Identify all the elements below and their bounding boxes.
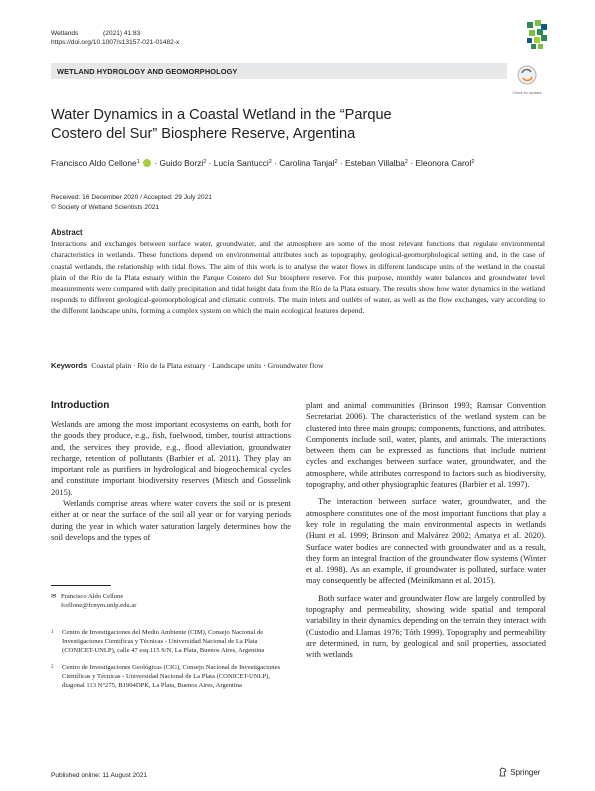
check-updates-badge[interactable] [512,64,542,94]
intro-paragraph: Both surface water and groundwater flow are largely controlled by topography and permeability, showing wide spatial and temporal variability in their dynamics depending on the terrain they interact with (Custodio and Llamas 1976; Tóth 1999). Topography and permeability are determined, in turn, by geological and soil properties, associated with wetlands [306,593,546,660]
author[interactable]: Esteban Villalba$^2$ [345,158,408,168]
section-banner [51,63,507,79]
abstract [51,227,545,317]
author[interactable]: Francisco Aldo Cellone$^1$ [51,158,140,168]
corresponding-author: Francisco Aldo Cellone [61,593,124,600]
author[interactable]: Lucía Santucci$^2$ [213,158,272,168]
publisher-logo [498,767,540,777]
author[interactable]: Carolina Tanjal$^2$ [279,158,338,168]
affiliation: 1 Centro de Investigaciones del Medio Ambiente (CIM), Consejo Nacional de Investigaciones Científicas y Técnicas - Universidad Nacional de La Plata (CONICET-UNLP), calle 47 esq.115 S/N, La Plata, Buenos Aires, Argentina [51,629,265,655]
article-dates [51,193,212,212]
corresponding-email[interactable]: fcellone@fcnym.unlp.edu.ar [61,602,137,610]
copyright: © Society of Wetland Scientists 2021 [51,203,160,211]
affiliations [51,628,291,697]
section-label: WETLAND HYDROLOGY AND GEOMORPHOLOGY [57,66,238,76]
envelope-icon: ✉ [51,593,57,600]
author[interactable]: Eleonora Carol$^2$ [415,158,475,168]
journal-logo-icon [525,20,549,50]
springer-horse-icon [498,767,508,777]
orcid-icon[interactable] [143,159,151,167]
keywords-label: Keywords [51,361,88,370]
keywords [51,361,545,370]
check-updates-icon [512,64,542,86]
footnote-rule [51,585,111,586]
published-online: Published online: 11 August 2021 [51,772,148,779]
check-updates-label: Check for updates [512,91,542,95]
keywords-text: Coastal plain · Río de la Plata estuary · Landscape units · Groundwater flow [91,361,324,370]
publisher-name: Springer [510,768,541,777]
author-list: Francisco Aldo Cellone$^1$ · Guido Borzi$^2$ · Lucía Santucci$^2$ · Carolina Tanjal$^2$ · Esteban Villalba$^2$ · Eleonora Carol$^2$ [51,158,475,168]
article-title: Water Dynamics in a Coastal Wetland in the “Parque Costero del Sur” Biosphere Reserve, Argentina [51,107,392,142]
citation: (2021) 41:83 [103,30,141,37]
correspondence [51,592,291,610]
received-accepted: Received: 16 December 2020 / Accepted: 29 July 2021 [51,194,212,201]
abstract-heading: Abstract [51,228,83,237]
intro-paragraph: Wetlands are among the most important ecosystems on earth, both for the goods they produce, e.g., fish, fuelwood, timber, tourist attractions and, the services they provide, e.g., flood alleviation, groundwater recharge, retention of pollutants (Barbier et al. 2011). They play an important role as purifiers in hydrological and biogeochemical cycles and constitute important biodiversity reserves (Mitsch and Gosselink 2015). [51,420,291,497]
doi-link[interactable]: https://doi.org/10.1007/s13157-021-01482-x [51,39,180,46]
abstract-text: Interactions and exchanges between surface water, groundwater, and the atmosphere are some of the most relevant functions that regulate environmental characteristics in wetlands. These functions depend on environmental attributes such as topography, geological-geomorphological setting and, in the case of coastal wetlands, the relationship with tidal flows. The aim of this work is to analyse the water flows in different landscape units of the wetland in the coastal plain of the Río de la Plata estuary within the Parque Costero del Sur biosphere reserve. For this purpose, monthly water balances and groundwater level measurements were compared with daily precipitation and tidal height data from the Río de la Plata estuary. The results show how water dynamics in the wetland responds to different geological-geomorphological and climatic controls. The main inlets and outlets of water, as well as the flow exchanges, vary according to the different landscape units, forming a complex system on which the main ecological features depend. [51,239,545,316]
affiliation: 2 Centro de Investigaciones Geológicas (CIG), Consejo Nacional de Investigaciones Científicas y Técnicas - Universidad Nacional de La Plata (CONICET-UNLP), diagonal 113 N°275, B1904DPK, La Plata, Buenos Aires, Argentina [51,663,281,690]
left-column [51,400,291,543]
author[interactable]: Guido Borzi$^2$ [159,158,207,168]
intro-paragraph: Wetlands comprise areas where water covers the soil or is present either at or near the surface of the soil all year or for varying periods during the year in which water saturation largely determines how the soil develops and the types of [51,499,291,542]
right-column [306,400,546,661]
introduction-heading: Introduction [51,400,110,411]
journal-name: Wetlands [51,30,79,37]
running-header [51,29,179,47]
intro-paragraph: plant and animal communities (Brinson 1993; Ramsar Convention Secretariat 2006). The characteristics of the wetland system can be clustered into three main groups: components, functions, and attributes. Components include soil, water, plants, and animals. The interactions between them can be expressed as functions that include nutrient cycles and exchanges between surface water, groundwater, and the atmosphere, while attributes correspond to factors such as biodiversity, topography, and other physiographic features (Barbier et al. 1997). [306,401,546,490]
intro-paragraph: The interaction between surface water, groundwater, and the atmosphere constitutes one of the most important functions that play a key role in regulating the main environmental aspects in wetlands (Hunt et al. 1999; Brinson and Malvárez 2002; Amatya et al. 2020). Surface water bodies are connected with groundwater and as a result, they form an integral fraction of the groundwater flow systems (Winter et al. 1998). As an example, if groundwater is polluted, surface water may consequently be affected (Meinikmann et al. 2015). [306,497,546,586]
